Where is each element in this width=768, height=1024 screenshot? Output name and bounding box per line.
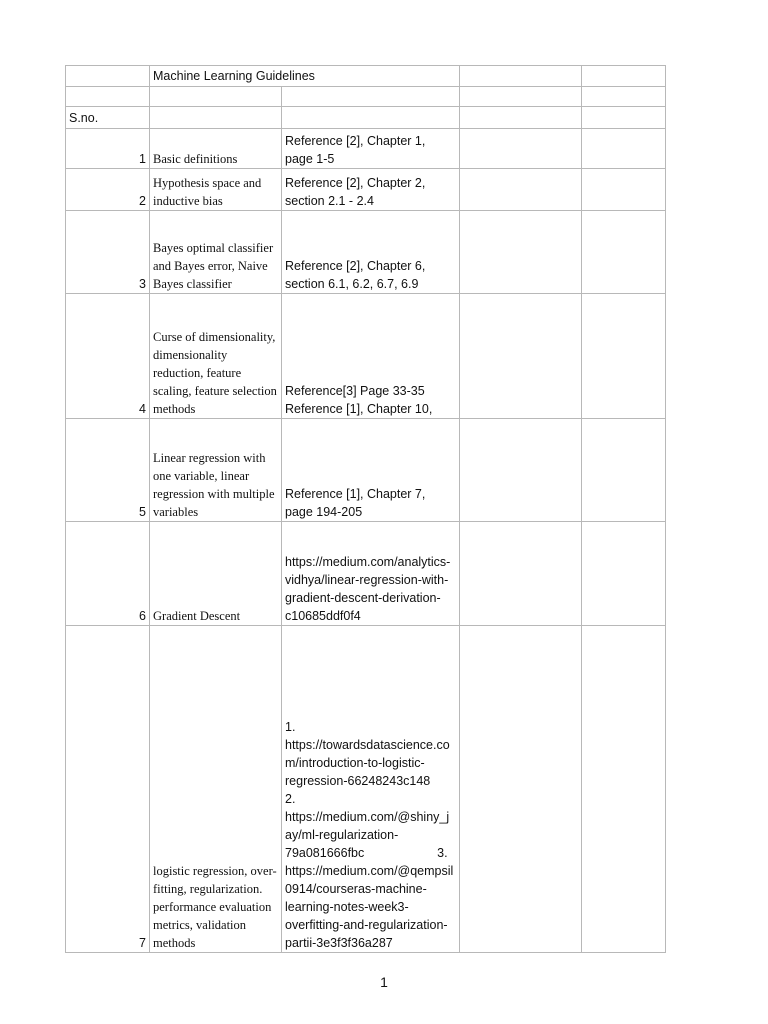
row-topic: Linear regression with one variable, linear regression with multiple variables	[150, 419, 282, 522]
cell-empty	[460, 626, 582, 953]
row-number: 4	[66, 294, 150, 419]
table-row	[66, 419, 666, 522]
row-reference: Reference [2], Chapter 2, section 2.1 - 2.4	[282, 169, 460, 211]
row-reference: Reference[3] Page 33-35 Reference [1], Chapter 10,	[282, 294, 460, 419]
cell-empty	[460, 419, 582, 522]
cell-empty	[460, 129, 582, 169]
row-number: 6	[66, 522, 150, 626]
table-row	[66, 211, 666, 294]
cell-empty	[460, 522, 582, 626]
table-row	[66, 129, 666, 169]
cell-empty	[582, 66, 666, 87]
title-row	[66, 66, 666, 87]
row-topic: logistic regression, over-fitting, regularization. performance evaluation metrics, validation methods	[150, 626, 282, 953]
table-row	[66, 626, 666, 953]
cell-empty	[460, 294, 582, 419]
cell-empty	[460, 66, 582, 87]
row-reference: Reference [2], Chapter 1, page 1-5	[282, 129, 460, 169]
row-topic: Curse of dimensionality, dimensionality reduction, feature scaling, feature selection methods	[150, 294, 282, 419]
cell-empty	[66, 87, 150, 107]
sno-header: S.no.	[66, 107, 150, 129]
cell-empty	[582, 169, 666, 211]
cell-empty	[150, 87, 282, 107]
cell-empty	[282, 87, 460, 107]
cell-empty	[582, 626, 666, 953]
row-number: 3	[66, 211, 150, 294]
table-row	[66, 294, 666, 419]
table-row	[66, 522, 666, 626]
cell-empty	[582, 87, 666, 107]
cell-empty	[460, 211, 582, 294]
sheet-title: Machine Learning Guidelines	[150, 66, 460, 87]
row-reference: Reference [1], Chapter 7, page 194-205	[282, 419, 460, 522]
cell-empty	[460, 169, 582, 211]
cell-empty	[582, 419, 666, 522]
row-number: 5	[66, 419, 150, 522]
row-topic: Bayes optimal classifier and Bayes error, Naive Bayes classifier	[150, 211, 282, 294]
cell-empty	[460, 107, 582, 129]
cell-empty	[582, 522, 666, 626]
row-reference: Reference [2], Chapter 6, section 6.1, 6.2, 6.7, 6.9	[282, 211, 460, 294]
cell-empty	[582, 107, 666, 129]
table-row	[66, 169, 666, 211]
blank-row	[66, 87, 666, 107]
cell-empty	[282, 107, 460, 129]
row-number: 7	[66, 626, 150, 953]
row-topic: Hypothesis space and inductive bias	[150, 169, 282, 211]
row-topic: Gradient Descent	[150, 522, 282, 626]
cell-empty	[66, 66, 150, 87]
row-number: 1	[66, 129, 150, 169]
row-reference: 1. https://towardsdatascience.com/introduction-to-logistic-regression-66248243c148 2. https://medium.com/@shiny_jay/ml-regularization-79a081666fbc 3. https://medium.com/@qempsil0914/courseras-machine-learning-notes-week3-overfitting-and-regularization-partii-3e3f3f36a287	[282, 626, 460, 953]
row-topic: Basic definitions	[150, 129, 282, 169]
guidelines-table	[65, 65, 666, 953]
cell-empty	[582, 129, 666, 169]
cell-empty	[582, 211, 666, 294]
cell-empty	[460, 87, 582, 107]
cell-empty	[150, 107, 282, 129]
row-reference: https://medium.com/analytics-vidhya/linear-regression-with-gradient-descent-derivation-c10685ddf0f4	[282, 522, 460, 626]
page-number: 1	[380, 974, 388, 990]
cell-empty	[582, 294, 666, 419]
header-row	[66, 107, 666, 129]
row-number: 2	[66, 169, 150, 211]
